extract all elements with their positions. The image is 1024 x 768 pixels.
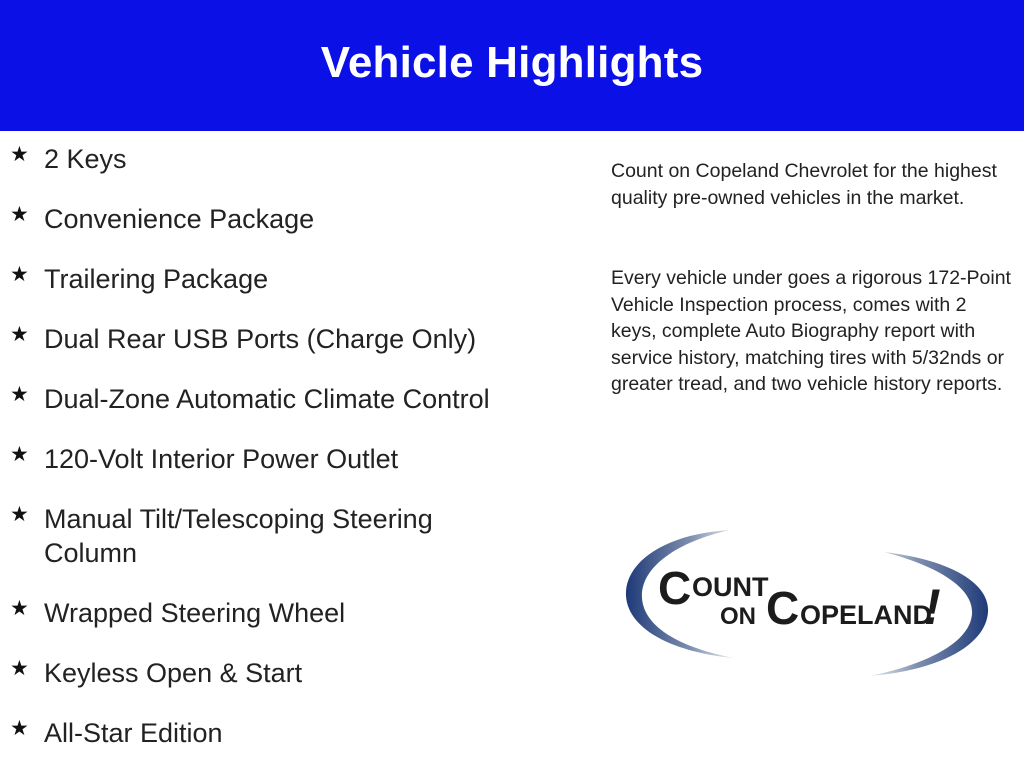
star-icon: ★ <box>10 262 29 286</box>
feature-label: Trailering Package <box>44 264 269 294</box>
logo-word-count: C <box>658 562 692 614</box>
feature-label: Dual Rear USB Ports (Charge Only) <box>44 324 477 354</box>
star-icon: ★ <box>10 142 29 166</box>
feature-label: Keyless Open & Start <box>44 658 303 688</box>
count-on-copeland-logo <box>622 524 992 680</box>
header-banner <box>0 0 1024 131</box>
feature-label: Convenience Package <box>44 204 315 234</box>
logo-word-ount: OUNT <box>692 572 769 602</box>
star-icon: ★ <box>10 502 29 526</box>
feature-label: 2 Keys <box>44 144 127 174</box>
feature-label: 120-Volt Interior Power Outlet <box>44 444 399 474</box>
dealer-intro-text: Count on Copeland Chevrolet for the highest quality pre-owned vehicles in the market. <box>611 160 997 209</box>
feature-label: Dual-Zone Automatic Climate Control <box>44 384 490 414</box>
star-icon: ★ <box>10 656 29 680</box>
star-icon: ★ <box>10 202 29 226</box>
logo-word-on: ON <box>720 603 756 630</box>
star-icon: ★ <box>10 716 29 740</box>
logo-exclamation: ! <box>924 579 941 635</box>
feature-label: Wrapped Steering Wheel <box>44 598 346 628</box>
inspection-text: Every vehicle under goes a rigorous 172-Point Vehicle Inspection process, comes with 2 keys, complete Auto Biography report with service history, matching tires with 5/32nds or greater tread, and two vehicle history reports. <box>611 267 1011 395</box>
star-icon: ★ <box>10 322 29 346</box>
star-icon: ★ <box>10 442 29 466</box>
star-icon: ★ <box>10 382 29 406</box>
feature-label: Manual Tilt/Telescoping Steering Column <box>44 504 433 568</box>
page-title: Vehicle Highlights <box>320 38 704 87</box>
logo-word-c: C <box>766 582 800 634</box>
logo-graphic <box>622 524 992 680</box>
logo-word-opeland: OPELAND <box>800 600 933 630</box>
star-icon: ★ <box>10 596 29 620</box>
feature-label: All-Star Edition <box>44 718 223 748</box>
